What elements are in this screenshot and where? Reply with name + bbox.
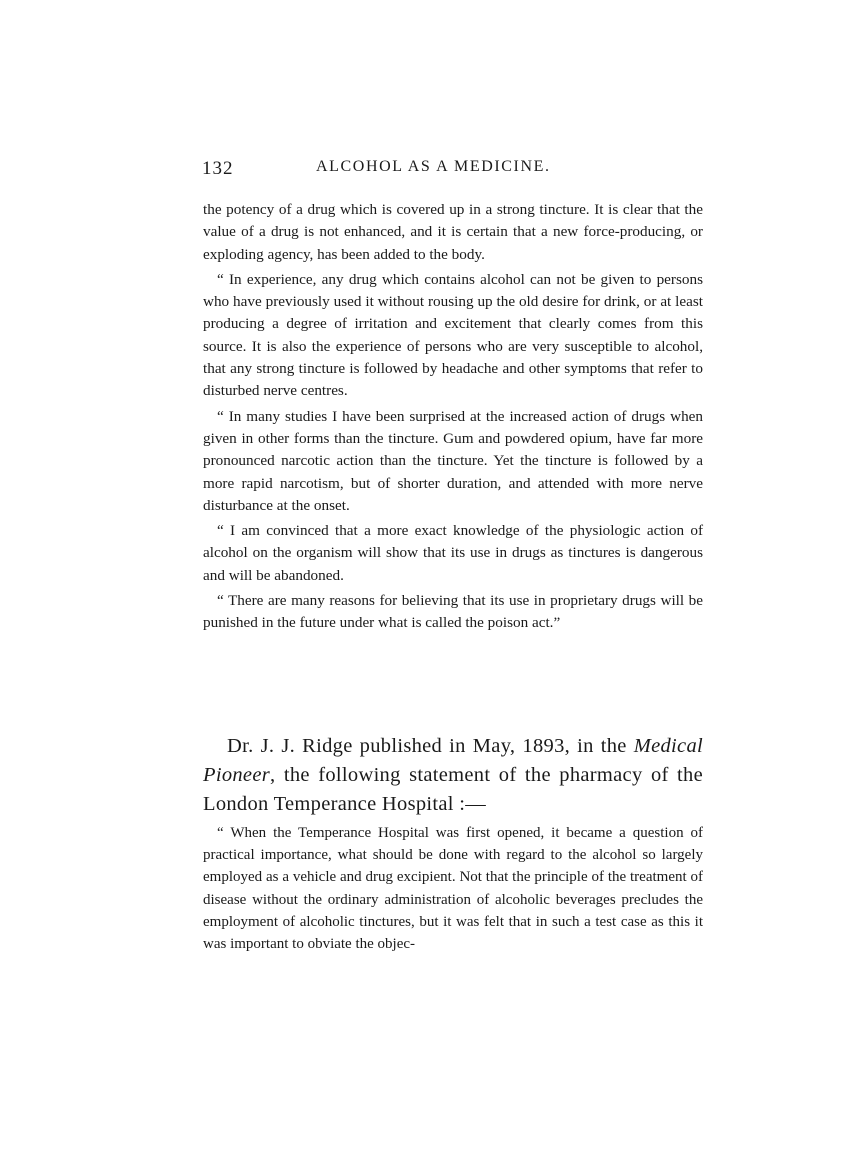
statement-after: , the following statement of the pharmacy of the London Temperance Hospital :— <box>203 764 703 815</box>
page-header <box>202 158 702 182</box>
paragraph-studies: “ In many studies I have been surprised at the increased action of drugs when given in other forms than the tincture. Gum and powdered opium, have far more pronounced narcotic action than the tincture. Yet the tincture is followed by a more rapid narcotism, but of shorter duration, and attended with more nerve disturbance at the onset. <box>203 407 703 514</box>
hospital-quote <box>203 822 703 958</box>
paragraph-continued: the potency of a drug which is covered up in a strong tincture. It is clear that the value of a drug is not enhanced, and it is certain that a new force-producing, or exploding agency, has been added to the body. <box>203 201 703 263</box>
statement-before: Dr. J. J. Ridge published in May, 1893, in the <box>227 735 634 757</box>
paragraph-convinced: “ I am convinced that a more exact knowledge of the physiologic action of alcohol on the organism will show that its use in drugs as tinctures is dangerous and will be abandoned. <box>203 522 703 584</box>
journal-title: Medical Pioneer <box>203 735 703 786</box>
paragraph-temperance-hospital: “ When the Temperance Hospital was first opened, it became a question of practical importance, what should be done with regard to the alcohol so largely employed as a vehicle and drug excipient. Not that the principle of the treatment of disease without the ordinary administration of alcoholic beverages precludes the employment of alcoholic tinctures, but it was felt that in such a test case as this it was important to obviate the objec- <box>203 825 703 953</box>
paragraph-experience: “ In experience, any drug which contains alcohol can not be given to persons who have previously used it without rousing up the old desire for drink, or at least producing a degree of irritation and excitement that clearly comes from this source. It is also the experience of persons who are very susceptible to alcohol, that any strong tincture is followed by headache and other symptoms that refer to disturbed nerve centres. <box>203 270 703 400</box>
paragraph-reasons: “ There are many reasons for believing that its use in proprietary drugs will be punished in the future under what is called the poison act.” <box>203 592 703 632</box>
quoted-passage <box>203 199 703 638</box>
page-number: 132 <box>202 158 234 179</box>
statement-intro <box>203 732 703 819</box>
statement-paragraph <box>203 732 703 819</box>
running-title: ALCOHOL AS A MEDICINE. <box>316 158 551 175</box>
